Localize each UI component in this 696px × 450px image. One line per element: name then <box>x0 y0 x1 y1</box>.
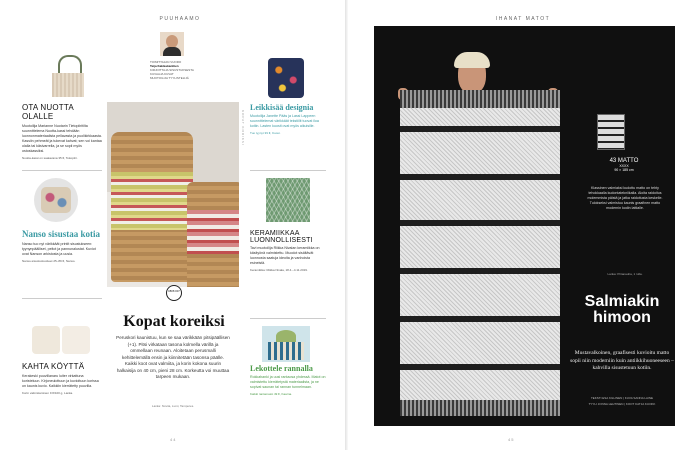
item-rope: KAHTA KÖYTTÄ Kerakeski puuvillanaru luiter virkattuna koristeluun. Kirjoneulottuun ja kuvioituun korissa on kaunis kuvio. Kaikkiin kierrätetty puuvilla. Korin valmistaminen 9 €/100 g, Lanka. <box>22 362 99 395</box>
right-page <box>348 0 696 450</box>
beach-rug-image <box>262 326 310 362</box>
divider <box>250 318 326 319</box>
rug-thumb <box>597 114 625 150</box>
rug-material: Lanka: Pirtanauha, 1 rulla. <box>607 272 643 276</box>
design-image <box>268 58 304 98</box>
rug-headline: Salmiakin himoon <box>584 293 660 326</box>
rug-dek: Mustavalkoinen, graafisesti kuvioitu matto sopii niin moderniin kuin antiikkihuoneeseen – kahvilla sisustetuun kotiin. <box>570 350 674 371</box>
basket-photo <box>107 102 239 287</box>
design-article: Leikkisää designia Muotoilija Janette Pääs ja Lassi Lappeen suunnittelemat värikkäät tekstiilit tuovat iloa kotiin. Lasten kuosit ovat myös aikuisille. Tuo tyynyt 39 €, Kuosi. <box>250 103 319 135</box>
rug-credit-2: TYYLI JONNA LEHTINEN | KOOT KATJA KUOKK <box>588 402 656 406</box>
basket-tag: 0808 007 <box>166 285 182 301</box>
editor-credits: TOIMITTAJAN VUORO Teija Kaklaskanttien KIRJOITTAJA SISUSTUKSESTA KUVAAJA KUVAT MUOTOILIJA TYYLISTELIJÄ <box>150 60 194 80</box>
page-number: 45 <box>508 437 515 442</box>
item-nanso: Nanso sisustaa kotia Nanso tuo nyt värikkäät printit sisustukseen: tyynynpäälliset, peitot ja pannunalustat. Kuviot ovat Nanson arkistosta ja uusia. Nanso-sisustustuotteet 25–89 €, Nanso. <box>22 229 101 263</box>
page-number: 44 <box>170 437 177 442</box>
divider <box>22 170 102 171</box>
ceramics-article: KERAMIIKKAA LUONNOLLISESTI Tavi muotoilija Riikka Nivalan keramiikka on käsityönä valmistettu. Muodot sisältävät luonnosta saatuja ideoita ja vanhoista esineistä. Keramiikka: Riikka Nivala, 18.4.–4.11.2019. <box>250 230 320 272</box>
rug-credit: TEKSTI ESA KILLINEN | KUVA SANNA LAINE <box>590 396 654 400</box>
rug-graphic <box>400 90 560 416</box>
bag-image <box>48 55 88 97</box>
item-bag: OTA NUOTTA OLALLE Muotoilija Marianne Nuotarin Tietopiiritilta suunnittelema Nuotta-kassi tehdään luonnonmateriaalista pellavasta ja puolikirkkaasta. Kassiin pehmeät ja tukevat kahvat; sen voi kantaa olalla tai käsivarrella, ja se sopii myös ostoskassiksi. Nuotta-kassi on saatavana 35 €, Tokopiiri. <box>22 103 102 160</box>
rug-info: 43 MATTO XXXX 90 × 185 cm <box>609 158 639 172</box>
pillow-image <box>34 178 78 222</box>
basket-headline: Kopat koreiksi <box>123 313 225 330</box>
basket-credit: Lanka: Novita, Lumi, Tamperes. <box>151 404 195 408</box>
rug-promo: Lekottele rannalla Rokkahanki ja uusi rantaosa yhdessä. Matot on valmistettu kierrätetystä materiaalista, ja ne sopivat saunan tai rannan tunnelmaan. Kaikki rantamatot 49 €, Kaarna. <box>250 364 326 396</box>
divider <box>22 298 102 299</box>
editor-portrait <box>160 32 184 56</box>
ceramics-image <box>266 178 310 222</box>
side-vertical-label: KOPAT KORIKSI <box>241 110 245 146</box>
yarn-image <box>32 318 92 358</box>
divider <box>250 170 326 171</box>
basket-body: Peruskori kaunistuu, kun se saa värikkään pitsipäällisen (+1). Pitsi virkataan tasona kolmella värillä ja ommellaan reunaan. Aloitetaan perusmalli kehittelemällä ensin ja kiinnitetään tasonsa päälle. Kaikki koot ovat valmiita, ja korin kokona suurin halkaisija on 40 cm, pieni 28 cm. Korkeutta voi muuttaa tarpeen mukaan. <box>116 335 230 379</box>
rug-description: Klassinen valmiaksi kudottu matto on tehty tehokkaalla kudontatekniikalla. Aloita raidoitus molemmista päistä ja jatka raidoitusta keskelle. Tulokseksi valmistuu kaunis graafinen matto modernin kodin lattialle. <box>587 186 663 210</box>
section-label: IHANAT MATOT <box>495 16 551 22</box>
rug-photo <box>374 26 675 426</box>
section-label: PUUHAAMO <box>159 16 201 22</box>
